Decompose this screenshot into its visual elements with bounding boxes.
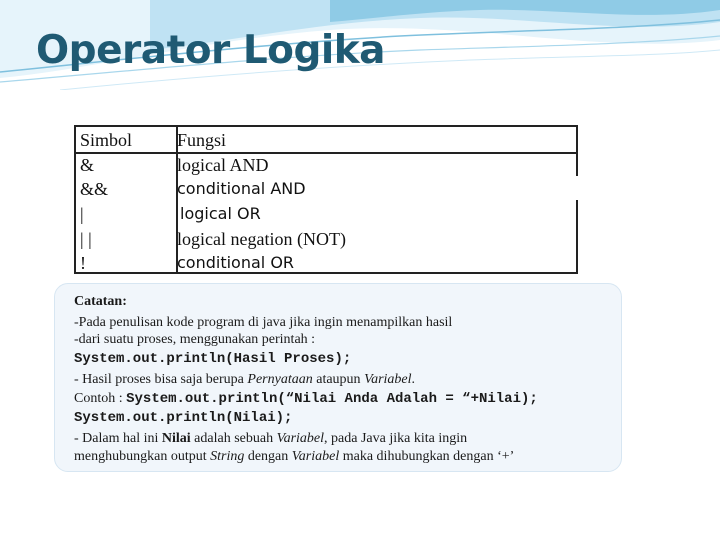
note-text: - Hasil proses bisa saja berupa — [74, 372, 248, 387]
note-text: ataupun — [312, 372, 365, 387]
note-italic: Pernyataan — [247, 372, 313, 387]
symbol-cell: ! — [80, 253, 86, 273]
note-line: -Pada penulisan kode program di java jika ingin menampilkan hasil — [74, 315, 453, 330]
note-box — [54, 283, 622, 472]
code-line: System.out.println(Hasil Proses); — [74, 351, 352, 367]
function-cell: conditional AND — [177, 179, 306, 198]
symbol-cell: | — [80, 204, 84, 224]
note-text: - Dalam hal ini — [74, 431, 162, 446]
note-italic: Variabel — [364, 372, 412, 387]
note-line: -dari suatu proses, menggunakan perintah : — [74, 332, 316, 347]
function-cell: logical AND — [177, 155, 269, 175]
note-line — [74, 430, 467, 448]
note-text: menghubungkan output — [74, 449, 211, 464]
header-simbol: Simbol — [80, 130, 133, 150]
function-cell: logical OR — [180, 204, 261, 223]
note-heading: Catatan: — [74, 294, 127, 309]
function-cell: conditional OR — [177, 253, 295, 272]
code-inline: System.out.println(“Nilai Anda Adalah = “+Nilai); — [126, 391, 538, 407]
note-italic: Variabel — [291, 449, 340, 464]
symbol-cell: | | — [80, 229, 92, 249]
note-text: , pada Java jika kita ingin — [324, 431, 468, 446]
example-line — [74, 390, 538, 408]
slide-title: Operator Logika — [36, 28, 386, 73]
function-cell: logical negation (NOT) — [177, 229, 346, 249]
symbol-cell: & — [80, 155, 95, 175]
border-gap — [574, 176, 580, 200]
note-text: adalah sebuah — [190, 431, 277, 446]
note-line — [74, 371, 415, 389]
note-text: . — [411, 372, 416, 387]
note-text: maka dihubungkan dengan ‘+’ — [339, 449, 515, 464]
header-row-line — [76, 152, 576, 154]
note-italic: Variabel — [276, 431, 325, 446]
example-label: Contoh : — [74, 391, 127, 406]
note-line — [74, 448, 514, 466]
note-bold: Nilai — [161, 431, 191, 446]
code-line: System.out.println(Nilai); — [74, 410, 293, 426]
operator-table — [74, 125, 578, 274]
note-italic: String — [210, 449, 245, 464]
note-text: dengan — [244, 449, 292, 464]
symbol-cell: && — [80, 179, 109, 199]
header-fungsi: Fungsi — [177, 130, 227, 150]
